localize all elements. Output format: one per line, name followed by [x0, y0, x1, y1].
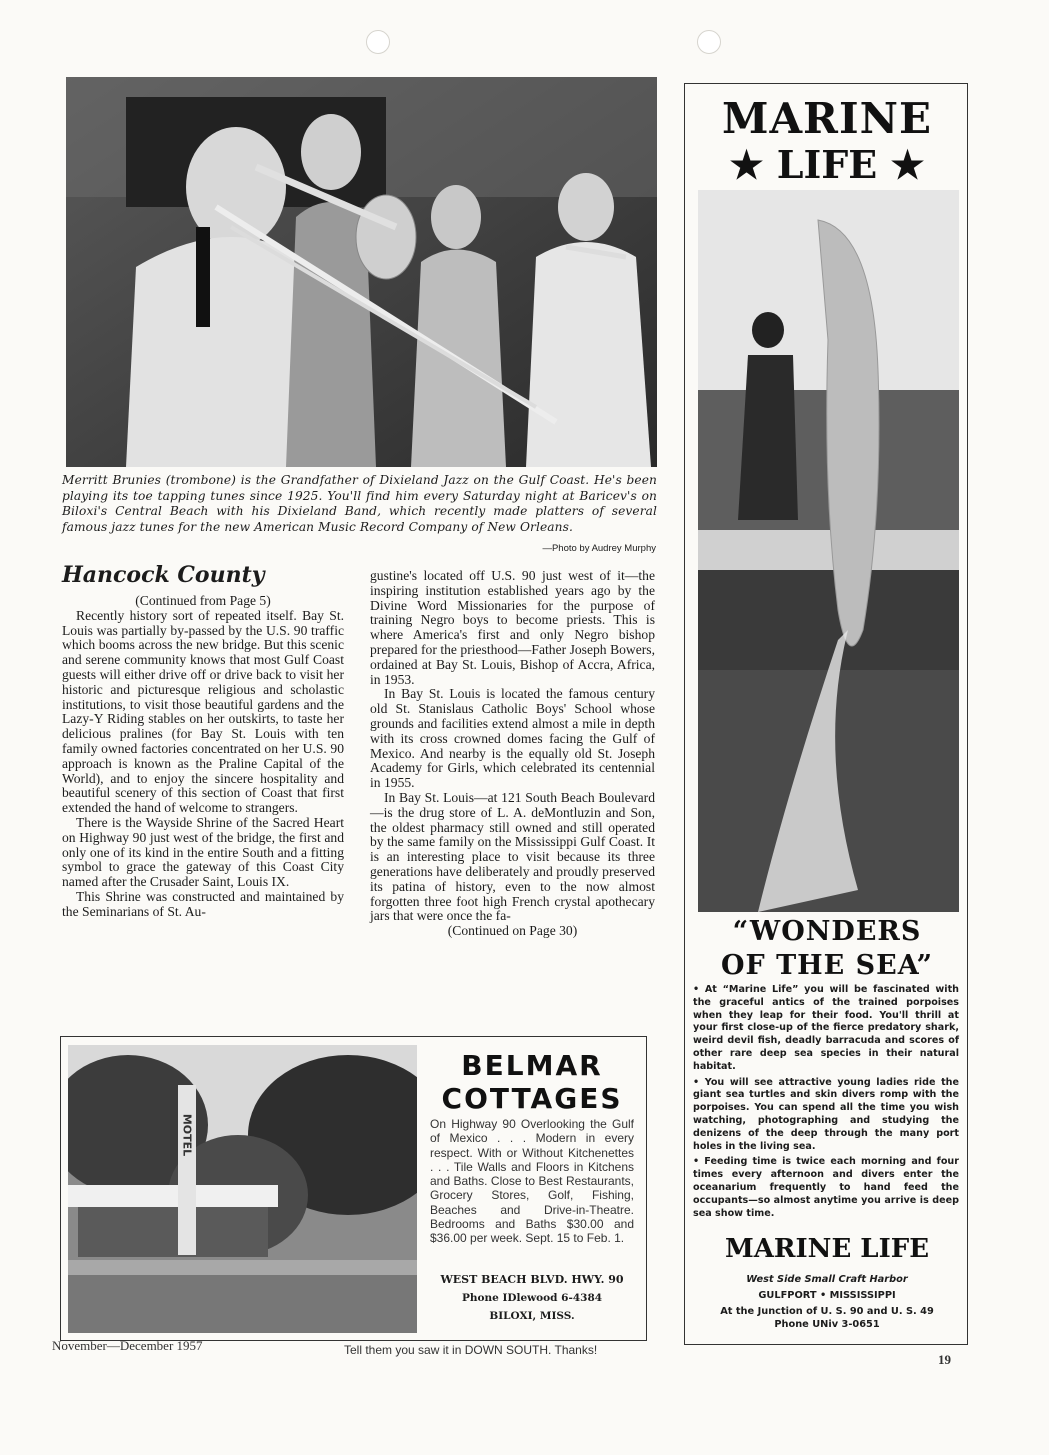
punch-hole [697, 30, 721, 54]
belmar-cottages-ad [60, 1036, 647, 1341]
article-paragraph: Recently history sort of repeated itself. Bay St. Louis was partially by-passed by the U.S. 90 traffic which booms across the new bridge. But this scenic and serene community knows that most Gulf Coast guests will either drive off or drive back to visit her historic and picturesque religious and scholastic institutions, to visit those beautiful gardens and the Lazy-Y Riding stables on her outskirts, to taste her delicious pralines (for Bay St. Louis with ten family owned factories concentrated on her U.S. 90 approach is known as the Praline Capital of the World), and to enjoy the sincere hospitality and beautiful scenery of this section of Coast that first extended the hand of welcome to strangers. [62, 607, 344, 816]
motel-sign-text: MOTEL [180, 1113, 194, 1157]
belmar-subtitle: COTTAGES [441, 1082, 623, 1115]
belmar-phone: Phone IDlewood 6-4384 [461, 1292, 603, 1304]
marine-paragraph: • Feeding time is twice each morning and four times every afternoon and divers enter the oceanarium frequently to hand feed the occupants—so almost anytime you arrive is deep sea show time. [693, 1156, 959, 1219]
article-paragraph: There is the Wayside Shrine of the Sacred Heart on Highway 90 just west of the bridge, the first and only one of its kind in the entire South and a fitting symbol to grace the gateway of this Coast City named after the Crusader Saint, Louis IX. [62, 814, 344, 890]
page-number: 19 [938, 1352, 951, 1367]
article-paragraph: In Bay St. Louis—at 121 South Beach Boulevard—is the drug store of L. A. deMontluzin and Son, the oldest pharmacy still owned and still operated by the same family on the Mississippi Gulf Coast. It is an interesting place to visit because its three generations have deliberately and proudly preserved its patina of history, even to the now almost forgotten three foot high French crystal apothecary jars that were once the fa- [370, 789, 655, 924]
wonders-heading-2: OF THE SEA” [720, 950, 934, 981]
marine-life-ad [684, 83, 968, 1345]
photo-credit: —Photo by Audrey Murphy [542, 543, 656, 554]
article-paragraph: In Bay St. Louis is located the famous century old St. Stanislaus Catholic Boys' School whose grounds and facilities extend almost a mile in depth with its cross crowned domes facing the Gulf of Mexico. And nearby is the equally old St. Joseph Academy for Girls, which celebrated its centennial in 1955. [370, 686, 655, 791]
continued-from: (Continued from Page 5) [135, 593, 271, 608]
marine-junction: At the Junction of U. S. 90 and U. S. 49 [720, 1306, 934, 1317]
marine-phone: Phone UNiv 3-0651 [774, 1319, 880, 1330]
marine-name: MARINE LIFE [724, 1234, 930, 1264]
article-paragraph: This Shrine was constructed and maintained by the Seminarians of St. Au- [62, 888, 344, 919]
punch-hole [366, 30, 390, 54]
marine-description [693, 984, 959, 1223]
belmar-description: On Highway 90 Overlooking the Gulf of Mexico . . . Modern in every respect. With or Without Kitchenettes . . . Tile Walls and Floors in Kitchens and Baths. Close to Best Restaurants, Grocery Stores, Golf, Fishing, Beaches and Drive-in-Theatre. Bedrooms and Baths $30.00 and $36.00 per week. Sept. 15 to Feb. 1. [430, 1117, 634, 1246]
motel-photo [68, 1045, 417, 1333]
marine-title: MARINE [721, 94, 933, 143]
belmar-city: BILOXI, MISS. [489, 1310, 575, 1322]
jazz-band-photo [66, 77, 657, 467]
photo-caption: Merritt Brunies (trombone) is the Grandfather of Dixieland Jazz on the Gulf Coast. He's been playing its toe tapping tunes since 1925. You'll find him every Saturday night at Baricev's on Biloxi's Central Beach with his Dixieland Band, which recently made platters of several famous jazz tunes for the new American Music Record Company of New Orleans. [62, 473, 657, 534]
continued-on: (Continued on Page 30) [447, 923, 578, 939]
article-column-1 [62, 594, 344, 920]
footer-tagline: Tell them you saw it in DOWN SOUTH. Thanks! [344, 1343, 598, 1357]
wonders-heading: “WONDERS [732, 916, 922, 947]
article-headline: Hancock County [62, 562, 265, 588]
belmar-title: BELMAR [461, 1049, 603, 1082]
article-paragraph: gustine's located off U.S. 90 just west of it—the inspiring institution established years ago by the Divine Word Missionaries for the purpose of training Negro boys to become priests. This is where America's first and only Negro bishop prepared for the priesthood—Father Joseph Bowers, ordained at Bay St. Louis, Bishop of Accra, Africa, in 1953. [370, 568, 655, 687]
belmar-address: WEST BEACH BLVD. HWY. 90 [440, 1273, 624, 1286]
article-column-2 [370, 569, 655, 939]
marine-paragraph: • At “Marine Life” you will be fascinated with the graceful antics of the trained porpoises when they leap for their food. You'll thrill at your first close-up of the fierce predatory shark, weird devil fish, deadly barracuda and scores of other rare deep sea species in their natural habitat. [693, 984, 959, 1072]
marine-subtitle: ★ LIFE ★ [729, 142, 925, 187]
marine-city: GULFPORT • MISSISSIPPI [758, 1290, 896, 1301]
dolphin-photo [698, 190, 959, 912]
issue-date: November—December 1957 [52, 1338, 203, 1353]
marine-paragraph: • You will see attractive young ladies ride the giant sea turtles and skin divers romp with the porpoises. You can spend all the time you wish watching, photographing and studying the denizens of the deep through the many port holes in the living sea. [693, 1076, 959, 1152]
marine-location: West Side Small Craft Harbor [746, 1274, 908, 1285]
